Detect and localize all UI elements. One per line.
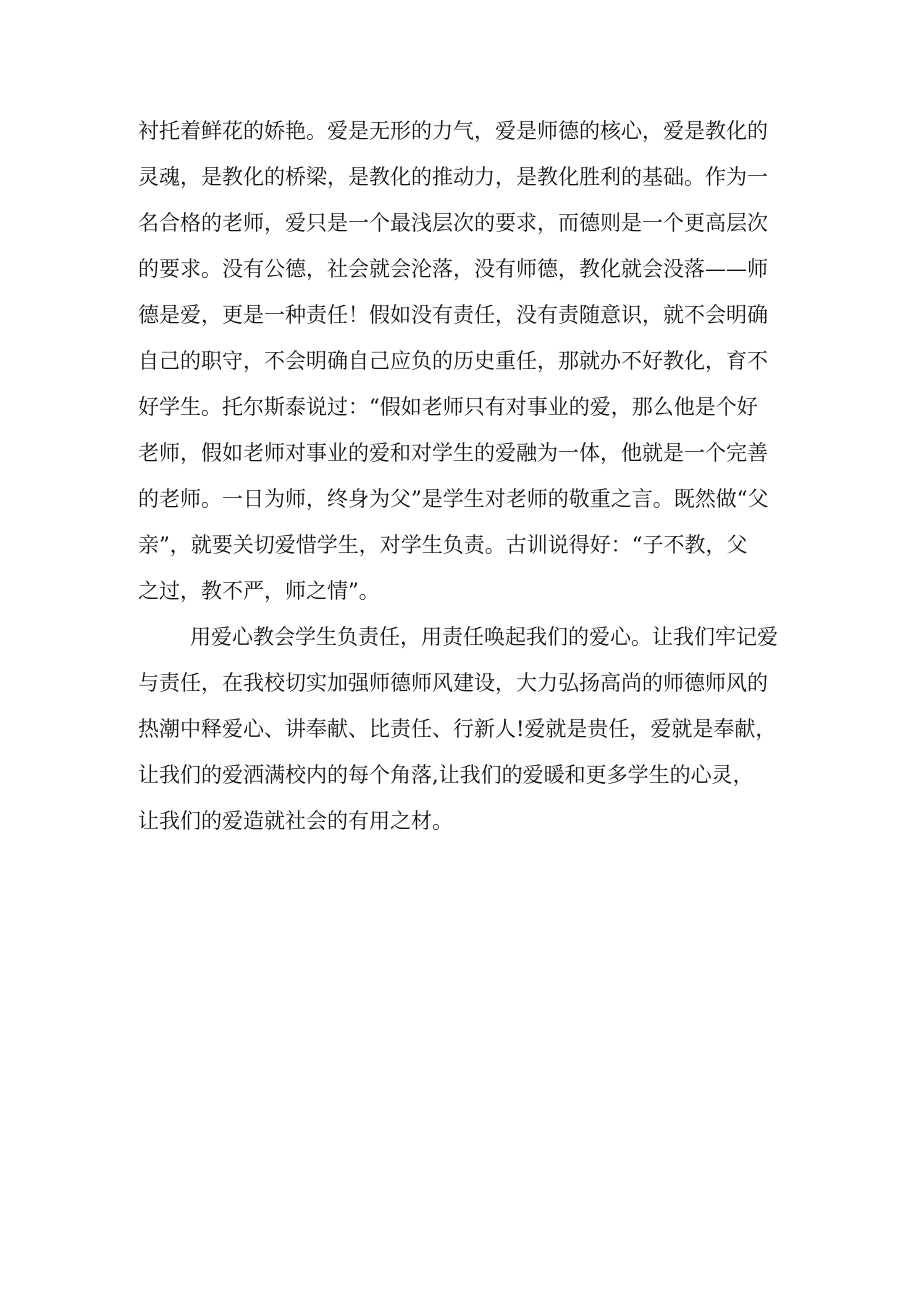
text-line: 德是爱，更是一种责任！假如没有责任，没有责随意识，就不会明确 (138, 303, 768, 327)
text-line: 灵魂，是教化的桥梁，是教化的推动力，是教化胜利的基础。作为一 (138, 165, 768, 189)
text-line: 衬托着鲜花的娇艳。爱是无形的力气，爱是师德的核心，爱是教化的 (138, 119, 768, 143)
paragraph-2 (138, 614, 788, 844)
text-line: 让我们的爱洒满校内的每个角落,让我们的爱暖和更多学生的心灵， (138, 763, 754, 787)
text-line: 自己的职守，不会明确自己应负的历史重任，那就办不好教化，育不 (138, 349, 768, 373)
paragraph-1 (138, 108, 788, 614)
text-line: 让我们的爱造就社会的有用之材。 (138, 809, 453, 833)
text-line: 老师，假如老师对事业的爱和对学生的爱融为一体，他就是一个完善 (138, 441, 768, 465)
document-body (138, 108, 788, 844)
text-line: 名合格的老师，爱只是一个最浅层次的要求，而德则是一个更高层次 (138, 211, 768, 235)
text-line: 用爱心教会学生负责任，用责任唤起我们的爱心。让我们牢记爱 (190, 625, 778, 649)
text-line: 热潮中释爱心、讲奉献、比责任、行新人!爱就是贵任，爱就是奉献， (138, 717, 777, 741)
text-line: 与责任，在我校切实加强师德师风建设，大力弘扬高尚的师德师风的 (138, 671, 768, 695)
text-line: 亲”，就要关切爱惜学生，对学生负责。古训说得好：“子不教，父 (138, 533, 748, 557)
text-line: 的老师。一日为师，终身为父”是学生对老师的敬重之言。既然做“父 (138, 487, 769, 511)
text-line: 的要求。没有公德，社会就会沦落，没有师德，教化就会没落——师 (138, 257, 768, 281)
text-line: 好学生。托尔斯泰说过：“假如老师只有对事业的爱，那么他是个好 (138, 395, 758, 419)
text-line: 之过，教不严，师之情”。 (138, 579, 380, 603)
